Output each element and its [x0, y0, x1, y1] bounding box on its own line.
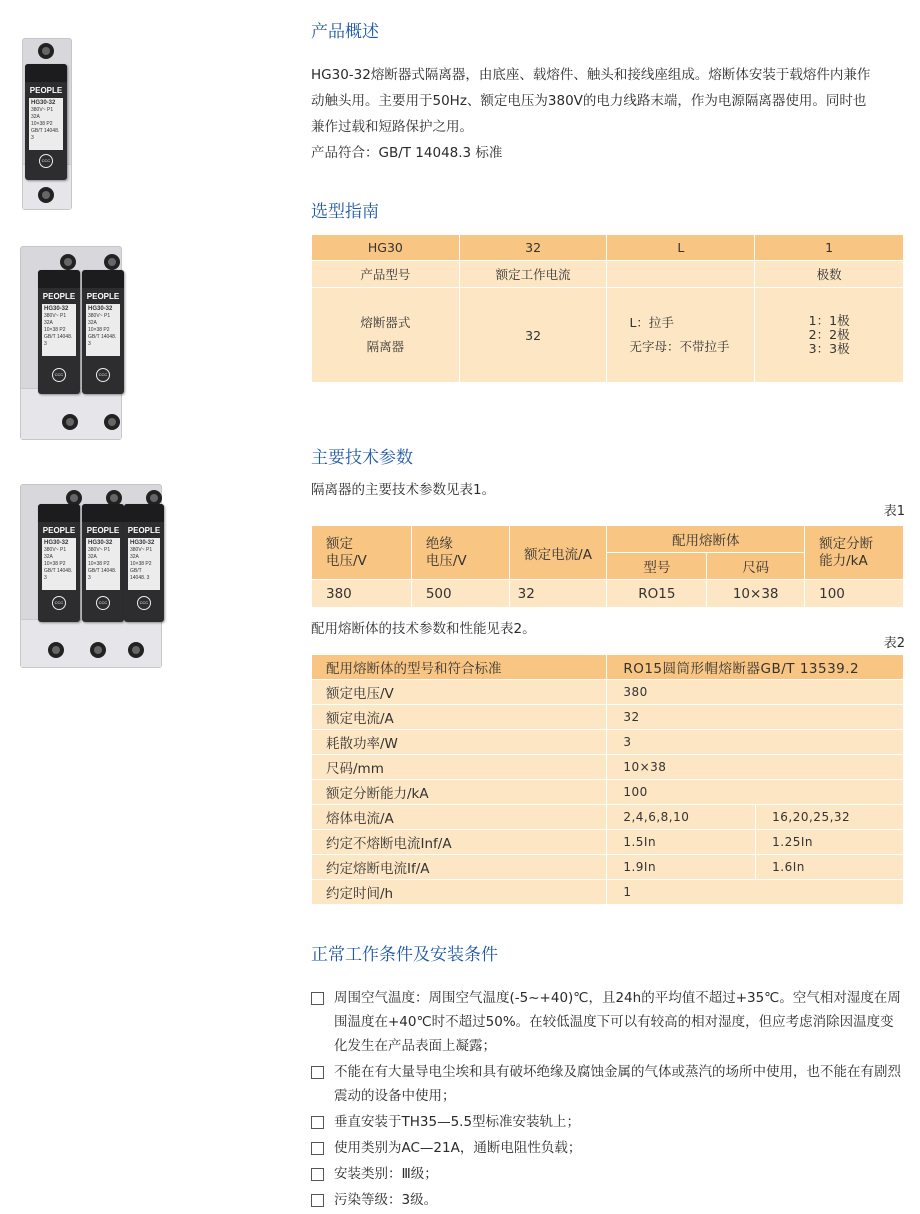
- rating-line: GB/T 14048. 3: [88, 334, 117, 347]
- condition-text: 垂直安装于TH35—5.5型标准安装轨上；: [334, 1114, 581, 1130]
- rating-line: GB/T 14048. 3: [31, 128, 60, 141]
- t1-header-row: [312, 526, 904, 553]
- rating-label: [86, 538, 120, 590]
- t2-value: 1.5In: [607, 830, 756, 855]
- model-text: HG30-32: [44, 306, 69, 312]
- product-image-2-pole: [20, 246, 124, 440]
- t2-label: 尺码/mm: [312, 755, 607, 780]
- guide-code-cell: L: [607, 235, 755, 261]
- tech-intro-2: 配用熔断体的技术参数和性能见表2。: [311, 621, 536, 637]
- list-item: [311, 1136, 906, 1160]
- model-text: HG30-32: [130, 540, 155, 546]
- model-text: HG30-32: [31, 100, 56, 106]
- product-image-1-pole: [22, 38, 72, 210]
- t2-row: [312, 705, 904, 730]
- t1-h-type: 型号: [607, 553, 707, 580]
- rating-line: GB/T 14048. 3: [44, 334, 73, 347]
- list-item: [311, 1162, 906, 1186]
- guide-pole-line: 3：3极: [808, 341, 850, 356]
- t2-label: 熔体电流/A: [312, 805, 607, 830]
- ccc-cert-icon: CCC: [96, 368, 110, 382]
- rating-line: 32A: [88, 554, 97, 560]
- t2-value: 380: [607, 680, 904, 705]
- table2-caption: 表2: [883, 636, 905, 651]
- list-item: [311, 1188, 906, 1212]
- t1-h-line: 额定: [326, 535, 353, 552]
- t1-h-line: 能力/kA: [819, 552, 868, 569]
- guide-desc-handle: [607, 288, 755, 383]
- fuse-carrier-cap: [82, 270, 124, 288]
- fuse-carrier-cap: [124, 504, 164, 522]
- overview-line-1: HG30-32熔断器式隔离器，由底座、载熔件、触头和接线座组成。熔断体安装于载熔件内兼作: [311, 67, 871, 83]
- model-text: HG30-32: [44, 540, 69, 546]
- terminal-screw-icon: [104, 254, 120, 270]
- rating-line: GB/T 14048. 3: [88, 568, 117, 581]
- list-item: [311, 986, 906, 1058]
- rating-line: 10×38 P2: [31, 121, 53, 127]
- rating-line: 10×38 P2: [88, 327, 110, 333]
- t2-value: 1.9In: [607, 855, 756, 880]
- guide-title: 选型指南: [311, 202, 379, 222]
- checkbox-icon: [311, 1142, 324, 1155]
- rating-line: 380V~ P1: [44, 547, 67, 553]
- rating-line: GB/T 14048. 3: [130, 568, 150, 581]
- rating-line: 32A: [31, 114, 40, 120]
- fuse-carrier: [82, 270, 124, 394]
- guide-desc-poles: [755, 288, 904, 383]
- ccc-cert-icon: CCC: [39, 154, 53, 168]
- terminal-screw-icon: [48, 642, 64, 658]
- guide-label-cell: 额定工作电流: [459, 261, 607, 288]
- brand-logo: PEOPLE: [86, 526, 120, 535]
- rating-line: 10×38 P2: [44, 327, 66, 333]
- fuse-carrier: [38, 504, 80, 622]
- t1-h-current: 额定电流/A: [509, 526, 607, 580]
- tech-table-2: [311, 654, 904, 905]
- terminal-screw-icon: [62, 414, 78, 430]
- rating-label: [29, 98, 63, 150]
- t1-h-size: 尺码: [707, 553, 805, 580]
- t2-label: 额定电压/V: [312, 680, 607, 705]
- checkbox-icon: [311, 992, 324, 1005]
- rating-line: 10×38 P2: [130, 561, 152, 567]
- rating-line: 10×38 P2: [44, 561, 66, 567]
- t2-head-label: 配用熔断体的型号和符合标准: [312, 655, 607, 680]
- t1-cell: 380: [312, 580, 412, 608]
- tech-table-1: [311, 525, 904, 608]
- checkbox-icon: [311, 1116, 324, 1129]
- brand-logo: PEOPLE: [42, 292, 76, 301]
- guide-code-cell: 32: [459, 235, 607, 261]
- selection-guide-table: [311, 234, 904, 383]
- brand-logo: PEOPLE: [86, 292, 120, 301]
- terminal-screw-icon: [38, 187, 54, 203]
- t2-value: 16,20,25,32: [756, 805, 904, 830]
- fuse-carrier-cap: [38, 504, 80, 522]
- rating-line: 380V~ P1: [31, 107, 54, 113]
- brand-logo: PEOPLE: [29, 86, 63, 95]
- t2-value: 100: [607, 780, 904, 805]
- t2-row: [312, 680, 904, 705]
- t1-cell: 32: [509, 580, 607, 608]
- ccc-cert-icon: CCC: [96, 596, 110, 610]
- condition-text: 不能在有大量导电尘埃和具有破坏绝缘及腐蚀金属的气体或蒸汽的场所中使用，也不能在有剧烈震动的设备中使用；: [334, 1064, 901, 1104]
- guide-label-cell: [607, 261, 755, 288]
- t2-value: 32: [607, 705, 904, 730]
- rating-label: [42, 538, 76, 590]
- t2-label: 约定熔断电流If/A: [312, 855, 607, 880]
- guide-label-cell: 产品型号: [312, 261, 460, 288]
- guide-pole-line: 2：2极: [808, 327, 850, 342]
- conditions-list: [311, 986, 906, 1214]
- conditions-title: 正常工作条件及安装条件: [311, 945, 498, 965]
- t2-row: [312, 805, 904, 830]
- model-text: HG30-32: [88, 540, 113, 546]
- t2-row: [312, 830, 904, 855]
- t2-head-value: RO15圆筒形帽熔断器GB/T 13539.2: [607, 655, 904, 680]
- t2-label: 额定分断能力/kA: [312, 780, 607, 805]
- rating-label: [86, 304, 120, 356]
- terminal-screw-icon: [38, 43, 54, 59]
- t1-cell: 100: [805, 580, 904, 608]
- guide-desc-line: L：拉手: [629, 315, 674, 330]
- t1-h-voltage: [312, 526, 412, 580]
- brand-logo: PEOPLE: [42, 526, 76, 535]
- checkbox-icon: [311, 1194, 324, 1207]
- overview-line-2: 动触头用。主要用于50Hz、额定电压为380V的电力线路末端，作为电源隔离器使用。同时也: [311, 93, 867, 109]
- guide-desc-line: 无字母：不带拉手: [629, 339, 730, 354]
- t1-h-line: 额定分断: [819, 535, 874, 552]
- t1-h-line: 电压/V: [326, 552, 367, 569]
- ccc-cert-icon: CCC: [52, 596, 66, 610]
- condition-text: 安装类别：Ⅲ级；: [334, 1166, 438, 1182]
- overview-title: 产品概述: [311, 22, 379, 42]
- overview-standard: 产品符合：GB/T 14048.3 标准: [311, 145, 503, 161]
- t2-row: [312, 855, 904, 880]
- overview-line-3: 兼作过载和短路保护之用。: [311, 119, 473, 135]
- condition-text: 污染等级：3级。: [334, 1192, 438, 1208]
- fuse-carrier: [38, 270, 80, 394]
- fuse-carrier-cap: [25, 64, 67, 82]
- rating-line: 32A: [88, 320, 97, 326]
- terminal-screw-icon: [60, 254, 76, 270]
- t1-data-row: [312, 580, 904, 608]
- t2-row: [312, 780, 904, 805]
- tech-intro: 隔离器的主要技术参数见表1。: [311, 482, 496, 498]
- guide-desc-row: [312, 288, 904, 383]
- t1-cell: RO15: [607, 580, 707, 608]
- fuse-carrier-cap: [38, 270, 80, 288]
- t2-header-row: [312, 655, 904, 680]
- rating-line: 32A: [44, 320, 53, 326]
- t1-h-fuse: 配用熔断体: [607, 526, 805, 553]
- t2-value: 1.6In: [756, 855, 904, 880]
- list-item: [311, 1060, 906, 1108]
- guide-label-row: [312, 261, 904, 288]
- rating-label: [42, 304, 76, 356]
- t1-h-line: 电压/V: [425, 552, 467, 569]
- product-image-3-pole: [20, 484, 164, 668]
- rating-line: 32A: [130, 554, 139, 560]
- guide-code-cell: 1: [755, 235, 904, 261]
- rating-line: 380V~ P1: [88, 547, 111, 553]
- rating-line: 10×38 P2: [88, 561, 110, 567]
- t2-value: 2,4,6,8,10: [607, 805, 756, 830]
- fuse-carrier: [82, 504, 124, 622]
- guide-code-row: [312, 235, 904, 261]
- model-text: HG30-32: [88, 306, 113, 312]
- t2-value: 1.25In: [756, 830, 904, 855]
- guide-desc-current: 32: [459, 288, 607, 383]
- rating-line: 32A: [44, 554, 53, 560]
- guide-pole-line: 1：1极: [808, 313, 850, 328]
- t2-row: [312, 880, 904, 905]
- rating-line: GB/T 14048. 3: [44, 568, 73, 581]
- rating-line: 380V~ P1: [130, 547, 153, 553]
- ccc-cert-icon: CCC: [52, 368, 66, 382]
- fuse-carrier: [124, 504, 164, 622]
- t2-value: 3: [607, 730, 904, 755]
- condition-text: 使用类别为AC—21A，通断电阻性负载；: [334, 1140, 582, 1156]
- t2-row: [312, 755, 904, 780]
- t1-cell: 10×38: [707, 580, 805, 608]
- fuse-carrier: [25, 64, 67, 180]
- t2-label: 耗散功率/W: [312, 730, 607, 755]
- guide-desc-line: 隔离器: [366, 339, 405, 354]
- list-item: [311, 1110, 906, 1134]
- t2-row: [312, 730, 904, 755]
- guide-code-cell: HG30: [312, 235, 460, 261]
- t1-cell: 500: [411, 580, 509, 608]
- checkbox-icon: [311, 1066, 324, 1079]
- guide-label-cell: 极数: [755, 261, 904, 288]
- terminal-screw-icon: [90, 642, 106, 658]
- rating-label: [128, 538, 160, 590]
- t2-label: 额定电流/A: [312, 705, 607, 730]
- t1-h-line: 绝缘: [425, 535, 453, 552]
- terminal-screw-icon: [104, 414, 120, 430]
- ccc-cert-icon: CCC: [137, 596, 151, 610]
- t1-h-breaking: [805, 526, 904, 580]
- t2-label: 约定不熔断电流Inf/A: [312, 830, 607, 855]
- t2-label: 约定时间/h: [312, 880, 607, 905]
- brand-logo: PEOPLE: [127, 526, 161, 535]
- guide-desc-line: 熔断器式: [360, 315, 411, 330]
- tech-title: 主要技术参数: [311, 448, 413, 468]
- t2-value: 10×38: [607, 755, 904, 780]
- fuse-carrier-cap: [82, 504, 124, 522]
- t2-value: 1: [607, 880, 904, 905]
- rating-line: 380V~ P1: [44, 313, 67, 319]
- terminal-screw-icon: [128, 642, 144, 658]
- table1-caption: 表1: [883, 504, 905, 519]
- guide-desc-model: [312, 288, 460, 383]
- t1-h-insulation: [411, 526, 509, 580]
- rating-line: 380V~ P1: [88, 313, 111, 319]
- checkbox-icon: [311, 1168, 324, 1181]
- condition-text: 周围空气温度：周围空气温度(-5~+40)℃，且24h的平均值不超过+35℃。空气相对湿度在周围温度在+40℃时不超过50%。在较低温度下可以有较高的相对湿度，但应考虑消除因温度变化发生在产品表面上凝露；: [334, 990, 901, 1054]
